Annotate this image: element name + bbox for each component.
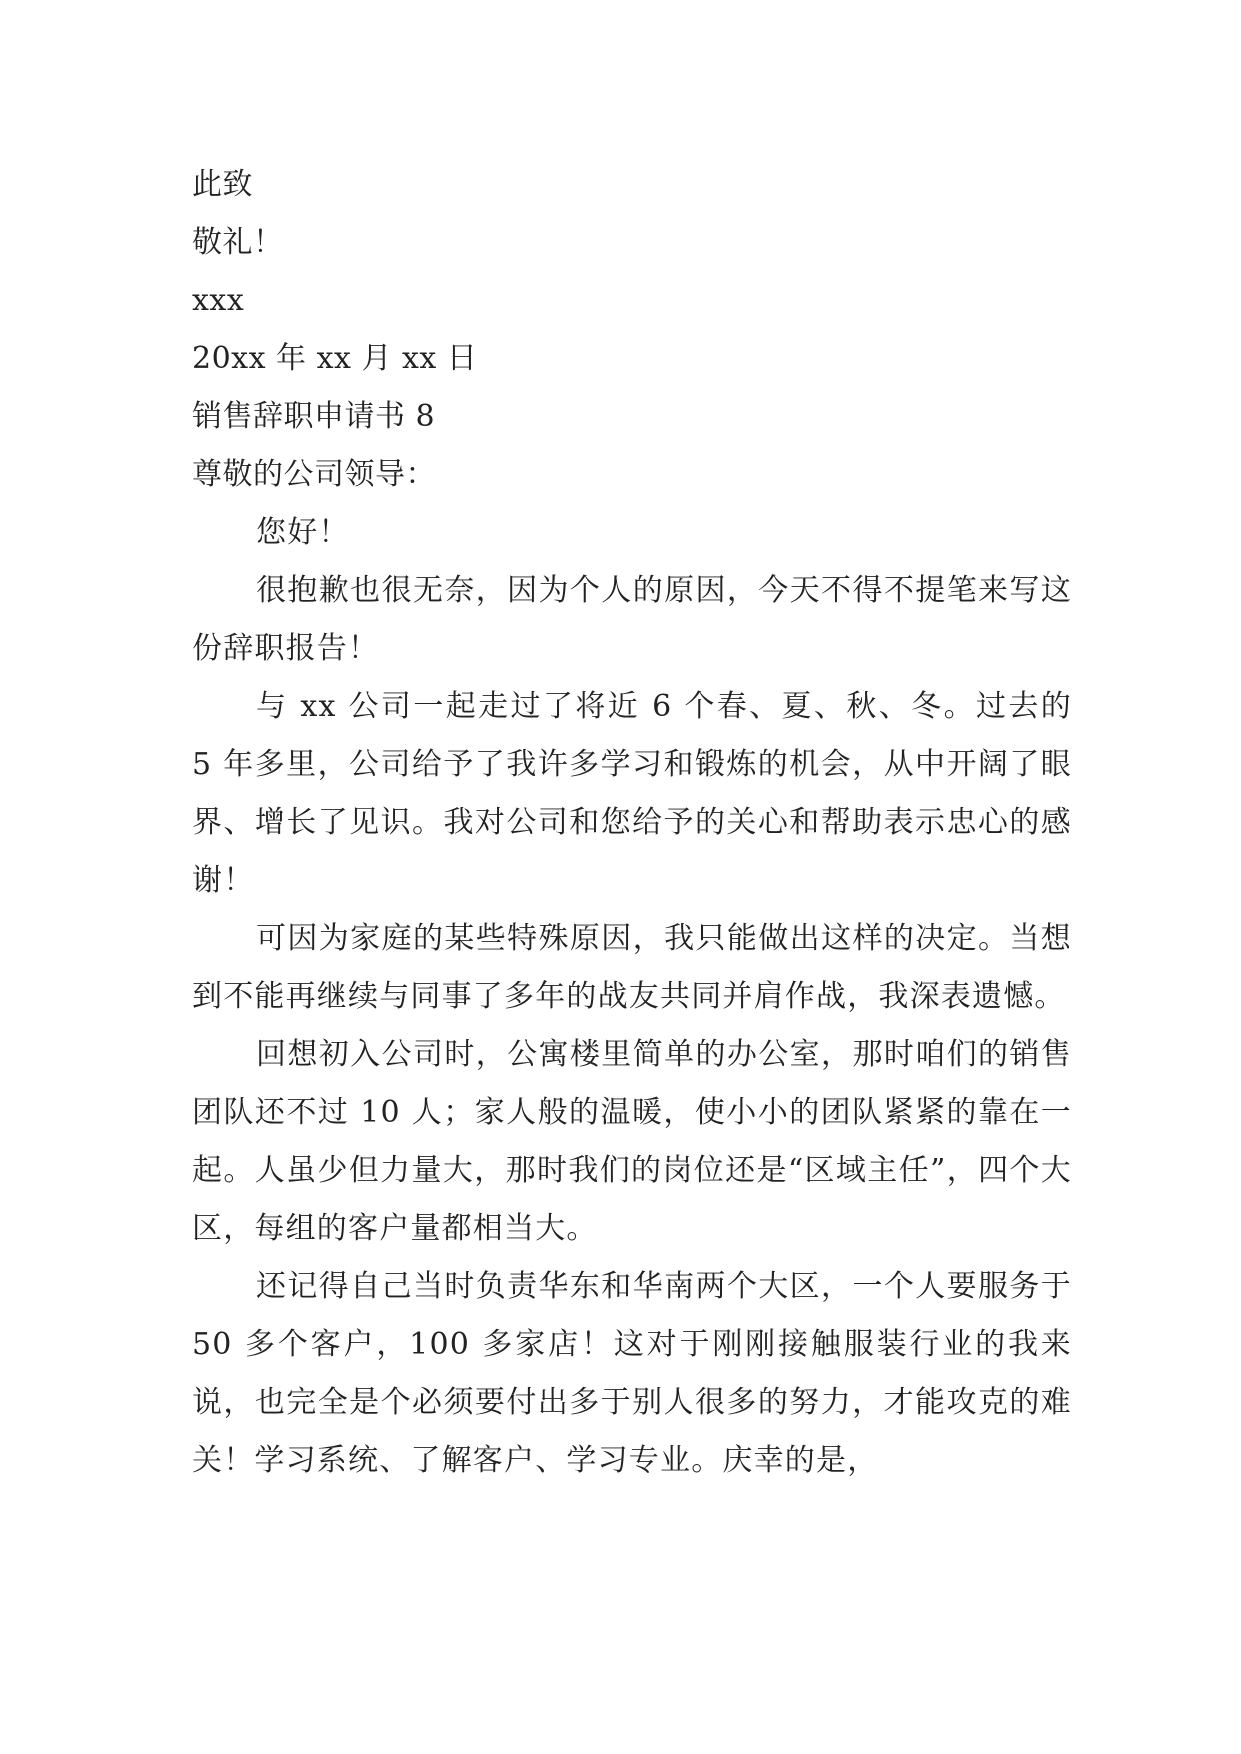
paragraph-5: 还记得自己当时负责华东和华南两个大区，一个人要服务于 50 多个客户，100 多家店！这对于刚刚接触服装行业的我来说，也完全是个必须要付出多于别人很多的努力，才能攻克的难关！学习系统、了解客户、学习专业。庆幸的是，	[192, 1269, 1072, 1478]
paragraph-2: 与 xx 公司一起走过了将近 6 个春、夏、秋、冬。过去的 5 年多里，公司给予了我许多学习和锻炼的机会，从中开阔了眼界、增长了见识。我对公司和您给予的关心和帮助表示忠心的感谢！	[192, 689, 1072, 898]
signature: xxx	[192, 283, 245, 318]
paragraph-4: 回想初入公司时，公寓楼里简单的办公室，那时咱们的销售团队还不过 10 人；家人般的温暖，使小小的团队紧紧的靠在一起。人虽少但力量大，那时我们的岗位还是“区域主任”，四个大区，每组的客户量都相当大。	[192, 1037, 1072, 1246]
paragraph-3: 可因为家庭的某些特殊原因，我只能做出这样的决定。当想到不能再继续与同事了多年的战友共同并肩作战，我深表遗憾。	[192, 921, 1072, 1014]
salutation: 尊敬的公司领导：	[192, 457, 436, 492]
document-body	[192, 156, 1072, 1490]
greeting: 您好！	[256, 515, 350, 550]
closing-ci-zhi: 此致	[192, 167, 253, 202]
closing-jing-li: 敬礼！	[192, 225, 284, 260]
paragraph-1: 很抱歉也很无奈，因为个人的原因，今天不得不提笔来写这份辞职报告！	[192, 573, 1072, 666]
date: 20xx 年 xx 月 xx 日	[192, 341, 478, 376]
document-title: 销售辞职申请书 8	[192, 399, 436, 434]
